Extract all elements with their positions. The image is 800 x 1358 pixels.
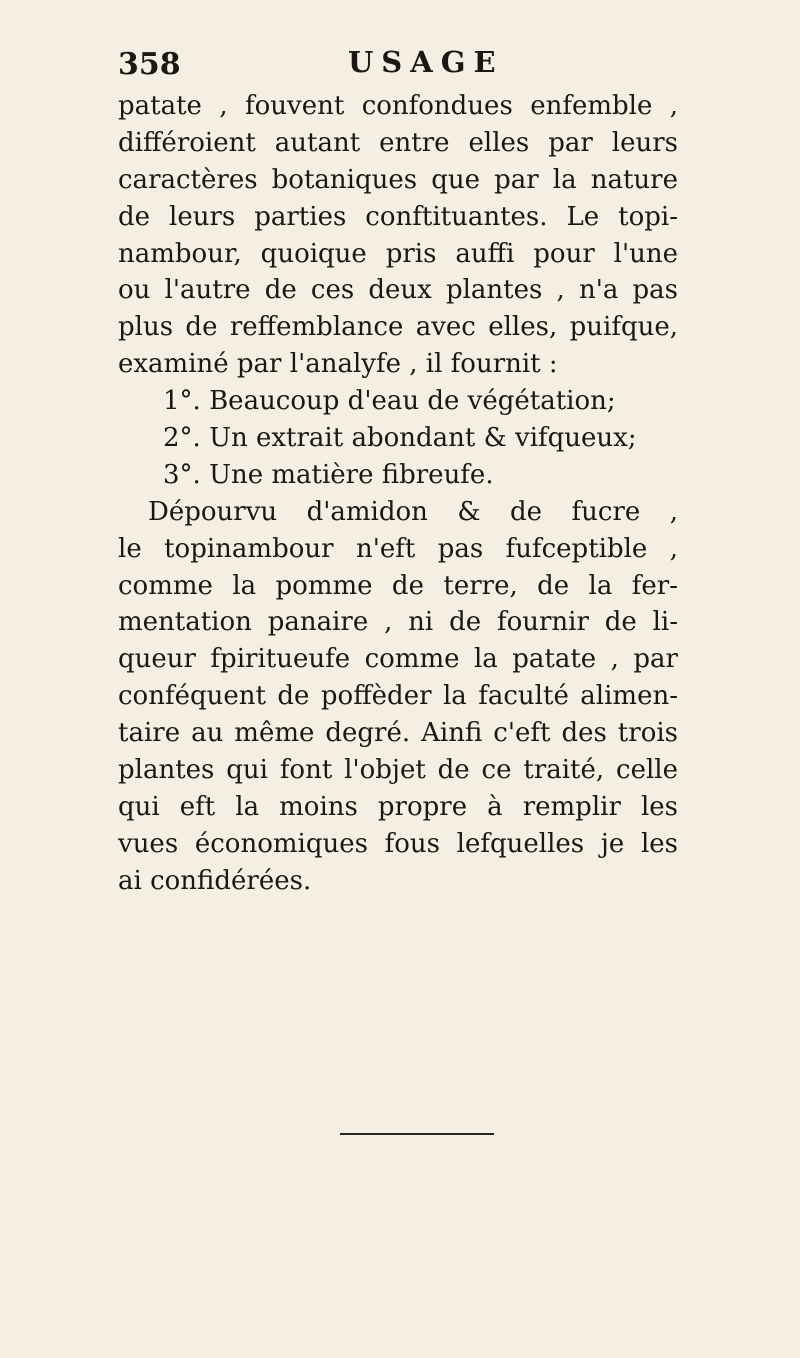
text-line: le topinambour n'eft pas fufceptible ,	[118, 533, 678, 564]
text-line: taire au même degré. Ainfi c'eft des trois	[118, 718, 678, 749]
text-line: examiné par l'analyfe , il fournit :	[118, 349, 558, 380]
text-line: différoient autant entre elles par leurs	[118, 127, 678, 158]
text-line: vues économiques fous lefquelles je les	[118, 828, 678, 859]
page-header	[118, 44, 678, 84]
list-item: 3°. Une matière fibreufe.	[163, 459, 494, 490]
text-line: plus de reffemblance avec elles, puifque,	[118, 312, 678, 343]
text-line: ou l'autre de ces deux plantes , n'a pas	[118, 275, 678, 306]
text-line: conféquent de poffèder la faculté alimen-	[118, 681, 678, 712]
text-line: qui eft la moins propre à remplir les	[118, 791, 678, 822]
text-line: plantes qui font l'objet de ce traité, celle	[118, 755, 678, 786]
text-line: caractères botaniques que par la nature	[118, 164, 678, 195]
text-line: comme la pomme de terre, de la fer-	[118, 570, 678, 601]
running-head: USAGE	[348, 45, 504, 79]
text-line: nambour, quoique pris auffi pour l'une	[118, 238, 678, 269]
text-line: de leurs parties conftituantes. Le topi-	[118, 201, 678, 232]
list-item: 1°. Beaucoup d'eau de végétation;	[163, 386, 616, 417]
text-line: mentation panaire , ni de fournir de li-	[118, 607, 678, 638]
page-number: 358	[118, 47, 181, 82]
body-text	[118, 88, 678, 900]
text-line: patate , fouvent confondues enfemble ,	[118, 91, 678, 121]
list-item: 2°. Un extrait abondant & vifqueux;	[163, 423, 637, 454]
text-line: queur fpiritueufe comme la patate , par	[118, 644, 678, 675]
text-line: ai confidérées.	[118, 865, 312, 896]
section-divider	[340, 1133, 494, 1135]
paragraph-start-line: Dépourvu d'amidon & de fucre ,	[148, 496, 678, 527]
